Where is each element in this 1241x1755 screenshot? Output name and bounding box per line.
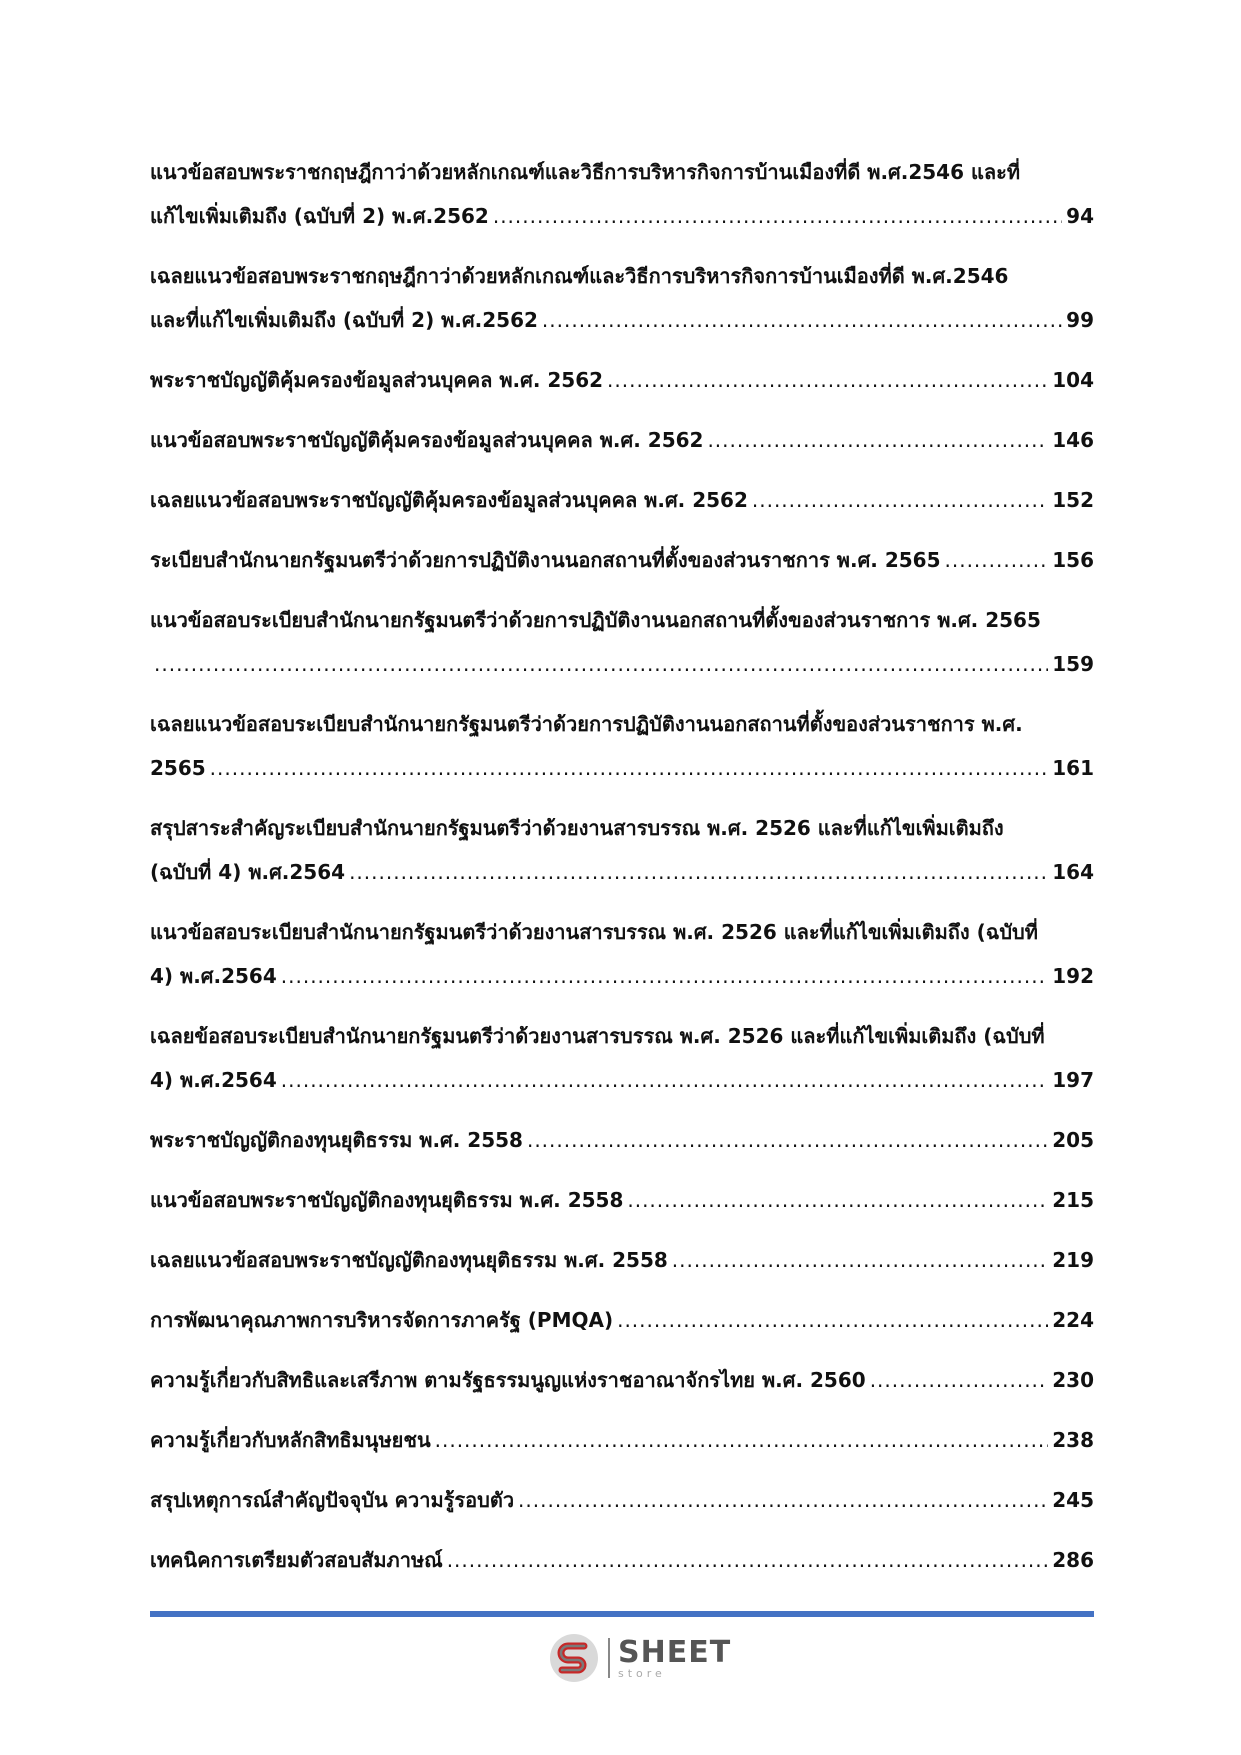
toc-entry[interactable] [150, 1358, 1094, 1402]
toc-entry[interactable] [150, 254, 1094, 342]
logo-separator [608, 1638, 610, 1678]
toc-entry-title: แก้ไขเพิ่มเติมถึง (ฉบับที่ 2) พ.ศ.2562 [150, 204, 489, 228]
toc-entry-title: การพัฒนาคุณภาพการบริหารจัดการภาครัฐ (PMQA) [150, 1308, 614, 1332]
toc-entry-title: แนวข้อสอบระเบียบสำนักนายกรัฐมนตรีว่าด้วยงานสารบรรณ พ.ศ. 2526 และที่แก้ไขเพิ่มเติมถึง (ฉบับที่ [150, 920, 1038, 944]
toc-leader-dots [154, 642, 1048, 686]
toc-entry-line [150, 1118, 1094, 1162]
toc-entry-line [150, 806, 1094, 850]
toc-leader-dots [281, 1058, 1048, 1102]
toc-entry-title: เฉลยแนวข้อสอบพระราชกฤษฎีกาว่าด้วยหลักเกณฑ์และวิธีการบริหารกิจการบ้านเมืองที่ดี พ.ศ.2546 [150, 264, 1009, 288]
toc-entry-title: เทคนิคการเตรียมตัวสอบสัมภาษณ์ [150, 1548, 443, 1572]
toc-page-number: 205 [1052, 1128, 1094, 1152]
toc-entry[interactable] [150, 1418, 1094, 1462]
toc-entry-line [150, 1014, 1094, 1058]
toc-leader-dots [527, 1118, 1048, 1162]
toc-entry[interactable] [150, 538, 1094, 582]
toc-entry-line [150, 298, 1094, 342]
toc-entry[interactable] [150, 1298, 1094, 1342]
toc-leader-dots [672, 1238, 1048, 1282]
toc-entry-line [150, 150, 1094, 194]
toc-entry-line [150, 1298, 1094, 1342]
toc-entry[interactable] [150, 702, 1094, 790]
toc-page-number: 215 [1052, 1188, 1094, 1212]
toc-entry-title: ความรู้เกี่ยวกับสิทธิและเสรีภาพ ตามรัฐธรรมนูญแห่งราชอาณาจักรไทย พ.ศ. 2560 [150, 1368, 866, 1392]
toc-entry-title: สรุปสาระสำคัญระเบียบสำนักนายกรัฐมนตรีว่าด้วยงานสารบรรณ พ.ศ. 2526 และที่แก้ไขเพิ่มเติมถึง [150, 816, 1004, 840]
toc-entry-line [150, 1058, 1094, 1102]
logo-text [618, 1634, 732, 1680]
toc-leader-dots [447, 1538, 1049, 1582]
toc-leader-dots [870, 1358, 1049, 1402]
toc-leader-dots [752, 478, 1048, 522]
toc-leader-dots [493, 194, 1062, 238]
toc-entry-title: 2565 [150, 756, 206, 780]
toc-entry-title: สรุปเหตุการณ์สำคัญปัจจุบัน ความรู้รอบตัว [150, 1488, 515, 1512]
toc-entry-line [150, 478, 1094, 522]
toc-page-number: 161 [1052, 756, 1094, 780]
toc-entry[interactable] [150, 1238, 1094, 1282]
toc-entry[interactable] [150, 1014, 1094, 1102]
toc-leader-dots [435, 1418, 1049, 1462]
toc-entry-line [150, 1418, 1094, 1462]
toc-page-number: 159 [1052, 652, 1094, 676]
sheet-store-logo [548, 1630, 731, 1686]
toc-entry[interactable] [150, 418, 1094, 462]
toc-entry[interactable] [150, 1538, 1094, 1582]
toc-entry-line [150, 598, 1094, 642]
toc-entry-line [150, 1178, 1094, 1222]
toc-entry-line [150, 194, 1094, 238]
toc-page-number: 146 [1052, 428, 1094, 452]
toc-leader-dots [707, 418, 1048, 462]
toc-page-number: 152 [1052, 488, 1094, 512]
toc-leader-dots [627, 1178, 1048, 1222]
toc-entry[interactable] [150, 910, 1094, 998]
toc-entry-line [150, 1358, 1094, 1402]
toc-entry-line [150, 746, 1094, 790]
toc-entry[interactable] [150, 358, 1094, 402]
toc-entry-title: เฉลยแนวข้อสอบระเบียบสำนักนายกรัฐมนตรีว่าด้วยการปฏิบัติงานนอกสถานที่ตั้งของส่วนราชการ พ.ศ. [150, 712, 1023, 736]
toc-leader-dots [210, 746, 1049, 790]
toc-entry-line [150, 358, 1094, 402]
toc-entry-title: เฉลยข้อสอบระเบียบสำนักนายกรัฐมนตรีว่าด้วยงานสารบรรณ พ.ศ. 2526 และที่แก้ไขเพิ่มเติมถึง (ฉบับที่ [150, 1024, 1045, 1048]
toc-page-number: 164 [1052, 860, 1094, 884]
table-of-contents [150, 150, 1094, 1598]
toc-page-number: 104 [1052, 368, 1094, 392]
toc-leader-dots [349, 850, 1048, 894]
toc-entry-title: 4) พ.ศ.2564 [150, 964, 277, 988]
toc-entry-title: แนวข้อสอบพระราชบัญญัติกองทุนยุติธรรม พ.ศ. 2558 [150, 1188, 624, 1212]
toc-leader-dots [518, 1478, 1048, 1522]
toc-entry-title: เฉลยแนวข้อสอบพระราชบัญญัติกองทุนยุติธรรม พ.ศ. 2558 [150, 1248, 668, 1272]
toc-page-number: 192 [1052, 964, 1094, 988]
toc-page-number: 224 [1052, 1308, 1094, 1332]
logo-subtitle: store [618, 1666, 666, 1680]
toc-entry-title: ความรู้เกี่ยวกับหลักสิทธิมนุษยชน [150, 1428, 431, 1452]
toc-entry[interactable] [150, 806, 1094, 894]
toc-entry-title: แนวข้อสอบระเบียบสำนักนายกรัฐมนตรีว่าด้วยการปฏิบัติงานนอกสถานที่ตั้งของส่วนราชการ พ.ศ. 2565 [150, 608, 1041, 632]
toc-page-number: 99 [1066, 308, 1094, 332]
toc-page-number: 94 [1066, 204, 1094, 228]
toc-page-number: 197 [1052, 1068, 1094, 1092]
toc-leader-dots [617, 1298, 1048, 1342]
toc-entry-title: แนวข้อสอบพระราชกฤษฎีกาว่าด้วยหลักเกณฑ์และวิธีการบริหารกิจการบ้านเมืองที่ดี พ.ศ.2546 และที่ [150, 160, 1021, 184]
toc-leader-dots [607, 358, 1048, 402]
toc-entry-line [150, 418, 1094, 462]
toc-entry[interactable] [150, 1178, 1094, 1222]
toc-entry-line [150, 538, 1094, 582]
sheet-store-s-icon [548, 1632, 600, 1684]
toc-entry-line [150, 910, 1094, 954]
toc-entry-title: พระราชบัญญัติคุ้มครองข้อมูลส่วนบุคคล พ.ศ. 2562 [150, 368, 604, 392]
toc-entry-title: เฉลยแนวข้อสอบพระราชบัญญัติคุ้มครองข้อมูลส่วนบุคคล พ.ศ. 2562 [150, 488, 748, 512]
toc-page-number: 238 [1052, 1428, 1094, 1452]
toc-entry-line [150, 702, 1094, 746]
toc-leader-dots [542, 298, 1062, 342]
toc-page-number: 156 [1052, 548, 1094, 572]
toc-page-number: 286 [1052, 1548, 1094, 1572]
toc-entry[interactable] [150, 1478, 1094, 1522]
toc-entry-line [150, 1478, 1094, 1522]
logo-word: SHEET [618, 1634, 732, 1670]
toc-entry-title: และที่แก้ไขเพิ่มเติมถึง (ฉบับที่ 2) พ.ศ.2562 [150, 308, 538, 332]
toc-entry-title: แนวข้อสอบพระราชบัญญัติคุ้มครองข้อมูลส่วนบุคคล พ.ศ. 2562 [150, 428, 704, 452]
toc-entry[interactable] [150, 478, 1094, 522]
toc-entry-title: 4) พ.ศ.2564 [150, 1068, 277, 1092]
toc-leader-dots [945, 538, 1049, 582]
toc-page-number: 219 [1052, 1248, 1094, 1272]
toc-leader-dots [281, 954, 1048, 998]
toc-entry[interactable] [150, 150, 1094, 238]
toc-page-number: 230 [1052, 1368, 1094, 1392]
footer-divider [150, 1611, 1094, 1617]
toc-page-number: 245 [1052, 1488, 1094, 1512]
toc-entry-line [150, 1538, 1094, 1582]
toc-entry-title: พระราชบัญญัติกองทุนยุติธรรม พ.ศ. 2558 [150, 1128, 523, 1152]
toc-entry-line [150, 1238, 1094, 1282]
toc-entry-line [150, 254, 1094, 298]
toc-entry-line [150, 850, 1094, 894]
toc-entry-title: ระเบียบสำนักนายกรัฐมนตรีว่าด้วยการปฏิบัติงานนอกสถานที่ตั้งของส่วนราชการ พ.ศ. 2565 [150, 548, 941, 572]
toc-entry-line [150, 642, 1094, 686]
toc-entry-line [150, 954, 1094, 998]
toc-entry-title: (ฉบับที่ 4) พ.ศ.2564 [150, 860, 346, 884]
toc-entry[interactable] [150, 1118, 1094, 1162]
toc-entry[interactable] [150, 598, 1094, 686]
